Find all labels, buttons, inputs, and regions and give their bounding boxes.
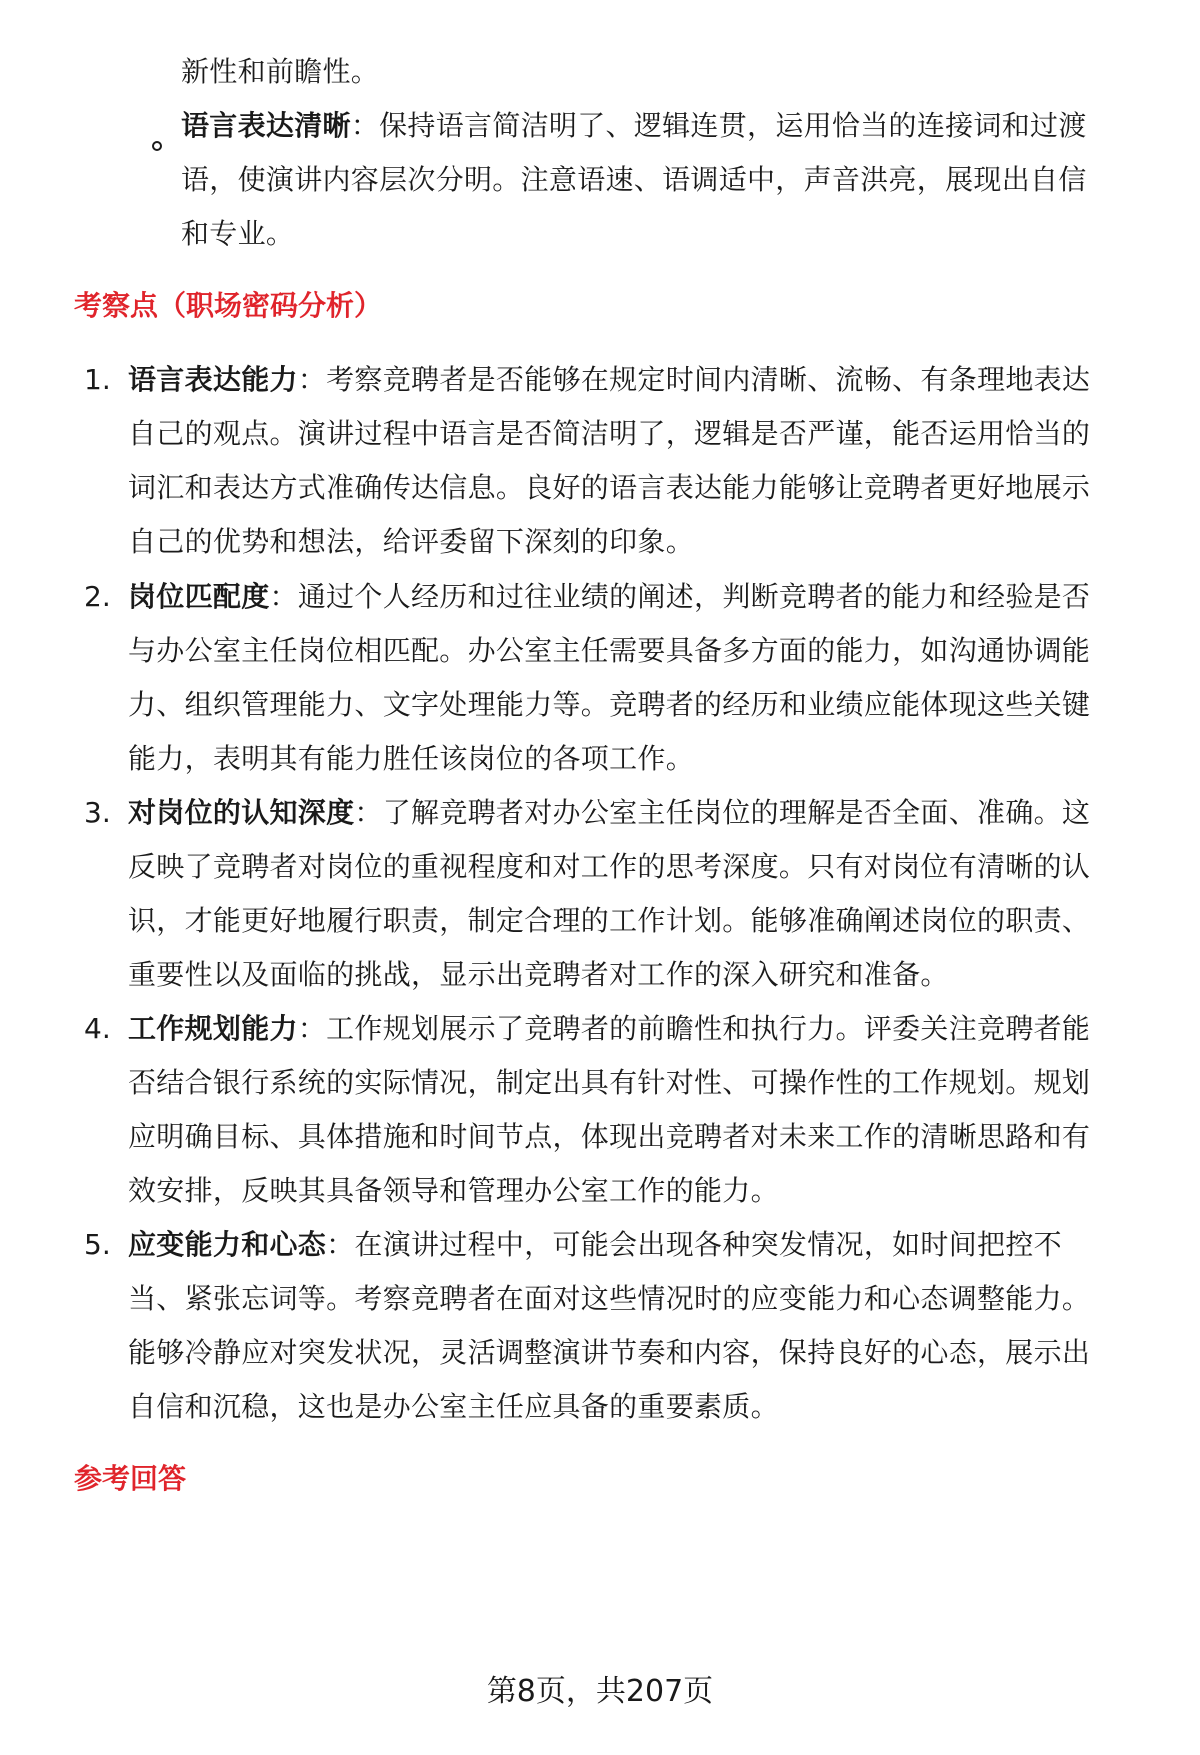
point-5-line-2: 当、紧张忘词等。考察竞聘者在面对这些情况时的应变能力和心态调整能力。 — [128, 1282, 1091, 1315]
list-number: 1. — [84, 363, 111, 396]
point-5-line-3: 能够冷静应对突发状况，灵活调整演讲节奏和内容，保持良好的心态，展示出 — [128, 1336, 1091, 1369]
point-4-line-4: 效安排，反映其具备领导和管理办公室工作的能力。 — [128, 1174, 779, 1207]
section-heading-exam-points: 考察点（职场密码分析） — [74, 289, 383, 322]
sub-bullet-line-1: 语言表达清晰：保持语言简洁明了、逻辑连贯，运用恰当的连接词和过渡 — [181, 109, 1087, 142]
continuation-line: 新性和前瞻性。 — [181, 55, 380, 88]
point-1-line-4: 自己的优势和想法，给评委留下深刻的印象。 — [128, 525, 695, 558]
point-2-line-3: 力、组织管理能力、文字处理能力等。竞聘者的经历和业绩应能体现这些关键 — [128, 688, 1091, 721]
point-2-line-2: 与办公室主任岗位相匹配。办公室主任需要具备多方面的能力，如沟通协调能 — [128, 634, 1091, 667]
sub-bullet-line-3: 和专业。 — [181, 217, 295, 250]
list-number: 3. — [84, 796, 111, 829]
point-3-line-3: 识，才能更好地履行职责，制定合理的工作计划。能够准确阐述岗位的职责、 — [128, 904, 1091, 937]
list-number: 5. — [84, 1228, 111, 1261]
point-5-line-4: 自信和沉稳，这也是办公室主任应具备的重要素质。 — [128, 1390, 779, 1423]
point-4-line-1: 工作规划能力：工作规划展示了竞聘者的前瞻性和执行力。评委关注竞聘者能 — [128, 1012, 1091, 1045]
point-5-term: 应变能力和心态 — [128, 1228, 327, 1261]
point-3-line-1: 对岗位的认知深度：了解竞聘者对办公室主任岗位的理解是否全面、准确。这 — [128, 796, 1091, 829]
section-heading-reference-answer: 参考回答 — [74, 1462, 187, 1495]
sub-bullet-line-2: 语，使演讲内容层次分明。注意语速、语调适中，声音洪亮，展现出自信 — [181, 163, 1087, 196]
hollow-bullet-icon — [152, 141, 162, 151]
point-4-line-2: 否结合银行系统的实际情况，制定出具有针对性、可操作性的工作规划。规划 — [128, 1066, 1091, 1099]
sub-bullet-term: 语言表达清晰 — [181, 109, 351, 142]
point-1-term: 语言表达能力 — [128, 363, 298, 396]
list-number: 4. — [84, 1012, 111, 1045]
point-4-term: 工作规划能力 — [128, 1012, 298, 1045]
point-1-line-1: 语言表达能力：考察竞聘者是否能够在规定时间内清晰、流畅、有条理地表达 — [128, 363, 1091, 396]
point-2-line-1: 岗位匹配度：通过个人经历和过往业绩的阐述，判断竞聘者的能力和经验是否 — [128, 580, 1091, 613]
point-1-line-2: 自己的观点。演讲过程中语言是否简洁明了，逻辑是否严谨，能否运用恰当的 — [128, 417, 1091, 450]
list-number: 2. — [84, 580, 111, 613]
point-3-term: 对岗位的认知深度 — [128, 796, 355, 829]
point-5-line-1: 应变能力和心态：在演讲过程中，可能会出现各种突发情况，如时间把控不 — [128, 1228, 1062, 1261]
point-4-line-3: 应明确目标、具体措施和时间节点，体现出竞聘者对未来工作的清晰思路和有 — [128, 1120, 1091, 1153]
point-3-line-2: 反映了竞聘者对岗位的重视程度和对工作的思考深度。只有对岗位有清晰的认 — [128, 850, 1091, 883]
point-2-term: 岗位匹配度 — [128, 580, 270, 613]
page-number-footer: 第8页，共207页 — [486, 1674, 714, 1709]
point-2-line-4: 能力，表明其有能力胜任该岗位的各项工作。 — [128, 742, 695, 775]
point-3-line-4: 重要性以及面临的挑战，显示出竞聘者对工作的深入研究和准备。 — [128, 958, 949, 991]
point-1-line-3: 词汇和表达方式准确传达信息。良好的语言表达能力能够让竞聘者更好地展示 — [128, 471, 1091, 504]
